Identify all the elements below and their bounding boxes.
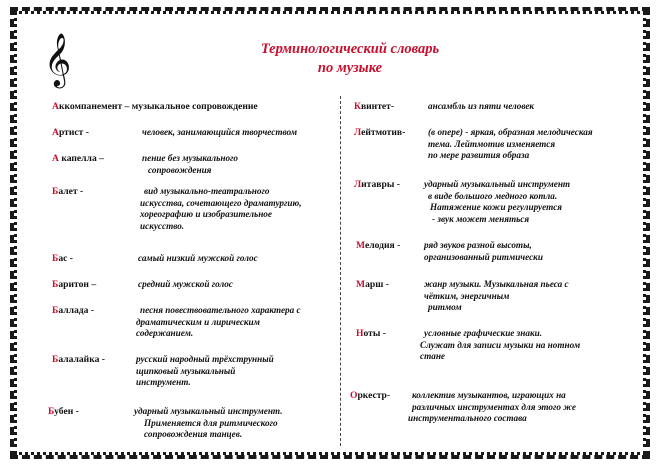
treble-clef-icon: 𝄞	[44, 32, 72, 86]
term-bas	[52, 253, 73, 265]
definition-line: искусства, сочетающего драматургию,	[140, 197, 302, 208]
definition-line: человек, занимающийся творчеством	[142, 127, 297, 137]
definition-line: самый низкий мужской голос	[138, 253, 258, 263]
definition-line: различных инструментах для этого же	[412, 401, 577, 412]
term-buben	[48, 406, 79, 418]
definition-balet	[140, 186, 302, 232]
term-text: ркестр-	[357, 390, 391, 401]
term-balalaika	[52, 354, 105, 366]
term-initial: А	[52, 153, 59, 164]
definition-line: чётким, энергичным	[424, 290, 510, 301]
definition-ballada	[136, 305, 301, 340]
term-text: аритон –	[58, 279, 97, 290]
term-balet	[52, 186, 83, 198]
term-initial: Б	[52, 354, 59, 365]
definition-line: ударный музыкальный инструмент	[424, 179, 571, 189]
term-text: ас -	[58, 253, 73, 264]
definition-line: условные графические знаки.	[424, 328, 543, 338]
term-initial: Б	[52, 253, 59, 264]
term-artist	[52, 127, 89, 139]
definition-artist	[142, 127, 297, 139]
definition-bariton	[138, 279, 233, 291]
definition-buben	[134, 406, 283, 441]
definition-line: хореографию и изобразительное	[140, 209, 272, 219]
term-text: капелла –	[58, 153, 104, 164]
definition-line: ансамбль из пяти человек	[428, 101, 535, 111]
term-marsh	[356, 279, 389, 291]
term-text: винтет-	[360, 101, 395, 112]
term-text: алалайка -	[58, 354, 105, 365]
definition-line: жанр музыки. Музыкальная пьеса с	[424, 279, 569, 289]
term-litavry	[354, 179, 400, 191]
definition-line: - звук может меняться	[432, 213, 530, 224]
definition-line: пение без музыкального	[142, 153, 239, 163]
definition-leitmotiv	[428, 127, 593, 162]
definition-line: Применяется для ритмического	[144, 417, 278, 428]
term-leitmotiv	[354, 127, 405, 139]
term-initial: Л	[354, 179, 362, 190]
definition-a-kapella	[142, 153, 238, 176]
term-text: ккомпанемент – музыкальное сопровождение	[58, 101, 258, 112]
term-text: итавры -	[361, 179, 400, 190]
page-title	[200, 40, 500, 78]
definition-line: Натяжение кожи регулируется	[430, 202, 563, 212]
definition-line: инструмент.	[136, 377, 191, 387]
definition-line: ритмом	[428, 302, 462, 312]
term-melodiya	[356, 240, 400, 252]
term-text: убен -	[54, 406, 79, 417]
definition-noty	[420, 328, 581, 363]
term-text: ртист -	[58, 127, 89, 138]
term-initial: К	[354, 101, 361, 112]
definition-orkestr	[408, 390, 576, 425]
term-text: елодия -	[364, 240, 401, 251]
term-text: ейтмотив-	[361, 127, 406, 138]
definition-line: средний мужской голос	[138, 279, 233, 289]
term-initial: М	[356, 279, 366, 290]
definition-line: сопровождения танцев.	[144, 429, 243, 439]
term-a-kapella	[52, 153, 104, 165]
definition-line: в виде большого медного котла.	[428, 190, 558, 201]
definition-line: тема. Лейтмотив изменяется	[428, 138, 556, 149]
definition-line: (в опере) - яркая, образная мелодическая	[428, 127, 593, 137]
definition-line: щипковый музыкальный	[136, 365, 236, 376]
definition-melodiya	[424, 240, 543, 263]
term-text: аллада -	[58, 305, 95, 316]
term-initial: Б	[52, 186, 59, 197]
definition-line: стане	[420, 351, 445, 361]
definition-line: по мере развития образа	[428, 150, 530, 160]
term-initial: М	[356, 240, 365, 251]
definition-line: песня повествовательного характера с	[140, 305, 301, 315]
definition-line: ряд звуков разной высоты,	[424, 240, 532, 250]
term-initial: О	[350, 390, 358, 401]
term-initial: А	[52, 127, 59, 138]
term-kvintet	[354, 101, 394, 113]
term-noty	[356, 328, 386, 340]
definition-litavry	[424, 179, 570, 225]
definition-line: инструментального состава	[408, 413, 527, 423]
definition-marsh	[424, 279, 569, 314]
definition-balalaika	[136, 354, 274, 389]
definition-line: вид музыкально-театрального	[144, 186, 270, 196]
definition-line: русский народный трёхструнный	[136, 354, 274, 364]
term-text: арш -	[365, 279, 389, 290]
term-initial: Б	[52, 279, 59, 290]
term-ballada	[52, 305, 94, 317]
title-line-1: Терминологический словарь	[260, 41, 440, 57]
term-initial: Б	[48, 406, 55, 417]
definition-line: организованный ритмически	[424, 251, 543, 262]
term-initial: Б	[52, 305, 59, 316]
term-initial: Н	[356, 328, 364, 339]
term-bariton	[52, 279, 96, 291]
definition-bas	[138, 253, 258, 265]
definition-line: сопровождения	[148, 164, 212, 175]
term-akkompanement	[52, 101, 258, 113]
title-line-2: по музыке	[317, 60, 383, 76]
definition-line: драматическим и лирическим	[136, 316, 260, 327]
definition-kvintet	[428, 101, 534, 113]
column-divider	[340, 96, 341, 446]
term-text: оты -	[363, 328, 386, 339]
definition-line: искусство.	[140, 220, 185, 231]
term-initial: Л	[354, 127, 362, 138]
definition-line: коллектив музыкантов, играющих на	[412, 390, 566, 400]
term-text: алет -	[58, 186, 84, 197]
definition-line: ударный музыкальный инструмент.	[134, 406, 283, 416]
term-orkestr	[350, 390, 390, 402]
definition-line: содержанием.	[136, 328, 194, 338]
term-initial: А	[52, 101, 59, 112]
definition-line: Служат для записи музыки на нотном	[420, 339, 581, 350]
